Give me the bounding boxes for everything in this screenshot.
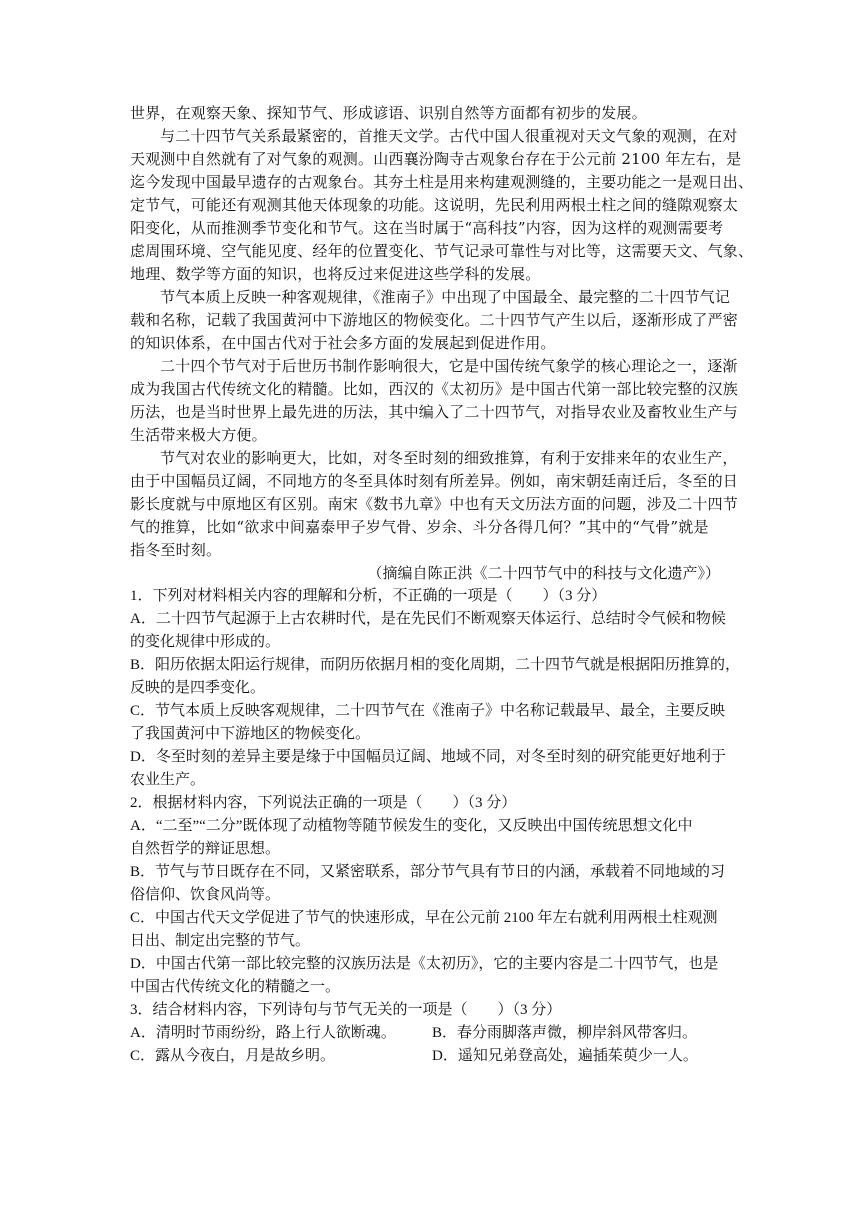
- passage-line: 节气对农业的影响更大，比如，对冬至时刻的细致推算，有利于安排来年的农业生产，: [160, 449, 738, 467]
- option-line: 日出、制定出完整的节气。: [130, 933, 311, 949]
- passage-line: 历法，也是当时世界上最先进的历法，其中编入了二十四节气，对指导农业及畜牧业生产与: [130, 403, 739, 421]
- passage-line: 与二十四节气关系最紧密的，首推天文学。古代中国人很重视对天文气象的观测，在对: [160, 127, 738, 145]
- option-line: A．二十四节气起源于上古农耕时代，是在先民们不断观察天体运行、总结时令气候和物候: [130, 611, 726, 627]
- passage: [130, 102, 754, 585]
- document-content: [130, 102, 754, 1068]
- passage-line: 气的推算，比如“欲求中间嘉泰甲子岁气骨、岁余、斗分各得几何？”其中的“气骨”就是: [130, 518, 709, 536]
- question-stem: 2．根据材料内容，下列说法正确的一项是（ ）（3 分）: [130, 795, 517, 811]
- option-d: D．遥知兄弟登高处，遍插茱萸少一人。: [432, 1048, 698, 1064]
- option-line: D．中国古代第一部比较完整的汉族历法是《太初历》，它的主要内容是二十四节气，也是: [130, 956, 719, 972]
- option-line: 农业生产。: [130, 772, 206, 788]
- option-c: C．露从今夜白，月是故乡明。: [130, 1048, 336, 1064]
- option-line: 反映的是四季变化。: [130, 680, 266, 696]
- option-b: B．春分雨脚落声微，柳岸斜风带客归。: [432, 1025, 698, 1041]
- option-line: 中国古代传统文化的精髓之一。: [130, 979, 341, 995]
- passage-line: 世界，在观察天象、探知节气、形成谚语、识别自然等方面都有初步的发展。: [130, 104, 647, 122]
- passage-line: 阳变化，从而推测季节变化和节气。这在当时属于“高科技”内容，因为这样的观测需要考: [130, 219, 724, 237]
- passage-line: 节气本质上反映一种客观规律，《淮南子》中出现了中国最全、最完整的二十四节气记: [160, 288, 731, 306]
- question-stem: 3．结合材料内容，下列诗句与节气无关的一项是（ ）（3 分）: [130, 1002, 562, 1018]
- option-line: C．中国古代天文学促进了节气的快速形成，早在公元前 2100 年左右就利用两根土柱观测: [130, 910, 718, 926]
- option-line: B．阳历依据太阳运行规律，而阴历依据月相的变化周期，二十四节气就是根据阳历推算的，: [130, 657, 741, 673]
- option-line: C．节气本质上反映客观规律，二十四节气在《淮南子》中名称记载最早、最全，主要反映: [130, 703, 726, 719]
- passage-line: 指冬至时刻。: [130, 541, 222, 559]
- option-row: [130, 1022, 730, 1045]
- passage-line: 载和名称，记载了我国黄河中下游地区的物候变化。二十四节气产生以后，逐渐形成了严密: [130, 311, 739, 329]
- passage-line: 天观测中自然就有了对气象的观测。山西襄汾陶寺古观象台存在于公元前 2100 年左右，是: [130, 150, 742, 168]
- passage-line: 成为我国古代传统文化的精髓。比如，西汉的《太初历》是中国古代第一部比较完整的汉族: [130, 380, 739, 398]
- question-3: [130, 999, 730, 1068]
- passage-source: （摘编自陈正洪《二十四节气中的科技与文化遗产》）: [367, 564, 720, 582]
- passage-line: 二十四个节气对于后世历书制作影响很大，它是中国传统气象学的核心理论之一，逐渐: [160, 357, 738, 375]
- passage-line: 的知识体系，在中国古代对于社会多方面的发展起到促进作用。: [130, 334, 556, 352]
- option-row: [130, 1045, 730, 1068]
- passage-line: 虑周围环境、空气能见度、经年的位置变化、节气记录可靠性与对比等，这需要天文、气象、: [130, 242, 754, 260]
- passage-line: 由于中国幅员辽阔，不同地方的冬至具体时刻有所差异。例如，南宋朝廷南迁后，冬至的日: [130, 472, 739, 490]
- question-1: [130, 585, 741, 792]
- passage-line: 地理、数学等方面的知识，也将反过来促进这些学科的发展。: [130, 265, 541, 283]
- question-2: [130, 792, 730, 999]
- option-a: A．清明时节雨纷纷，路上行人欲断魂。: [130, 1025, 396, 1041]
- option-line: A．“二至”“二分”既体现了动植物等随节候发生的变化，又反映出中国传统思想文化中: [130, 818, 693, 834]
- option-line: 了我国黄河中下游地区的物候变化。: [130, 726, 371, 742]
- question-stem: 1．下列对材料相关内容的理解和分析，不正确的一项是（ ）（3 分）: [130, 588, 607, 604]
- option-line: 自然哲学的辩证思想。: [130, 841, 281, 857]
- passage-line: 迄今发现中国最早遗存的古观象台。其夯土柱是用来构建观测缝的，主要功能之一是观日出、: [130, 173, 754, 191]
- option-line: 俗信仰、饮食风尚等。: [130, 887, 281, 903]
- option-line: B．节气与节日既存在不同，又紧密联系，部分节气具有节日的内涵，承载着不同地域的习: [130, 864, 726, 880]
- passage-line: 定节气，可能还有观测其他天体现象的功能。这说明，先民利用两根土柱之间的缝隙观察太: [130, 196, 739, 214]
- passage-line: 生活带来极大方便。: [130, 426, 267, 444]
- option-line: D．冬至时刻的差异主要是缘于中国幅员辽阔、地域不同，对冬至时刻的研究能更好地利于: [130, 749, 726, 765]
- passage-line: 影长度就与中原地区有区别。南宋《数书九章》中也有天文历法方面的问题，涉及二十四节: [130, 495, 739, 513]
- option-line: 的变化规律中形成的。: [130, 634, 281, 650]
